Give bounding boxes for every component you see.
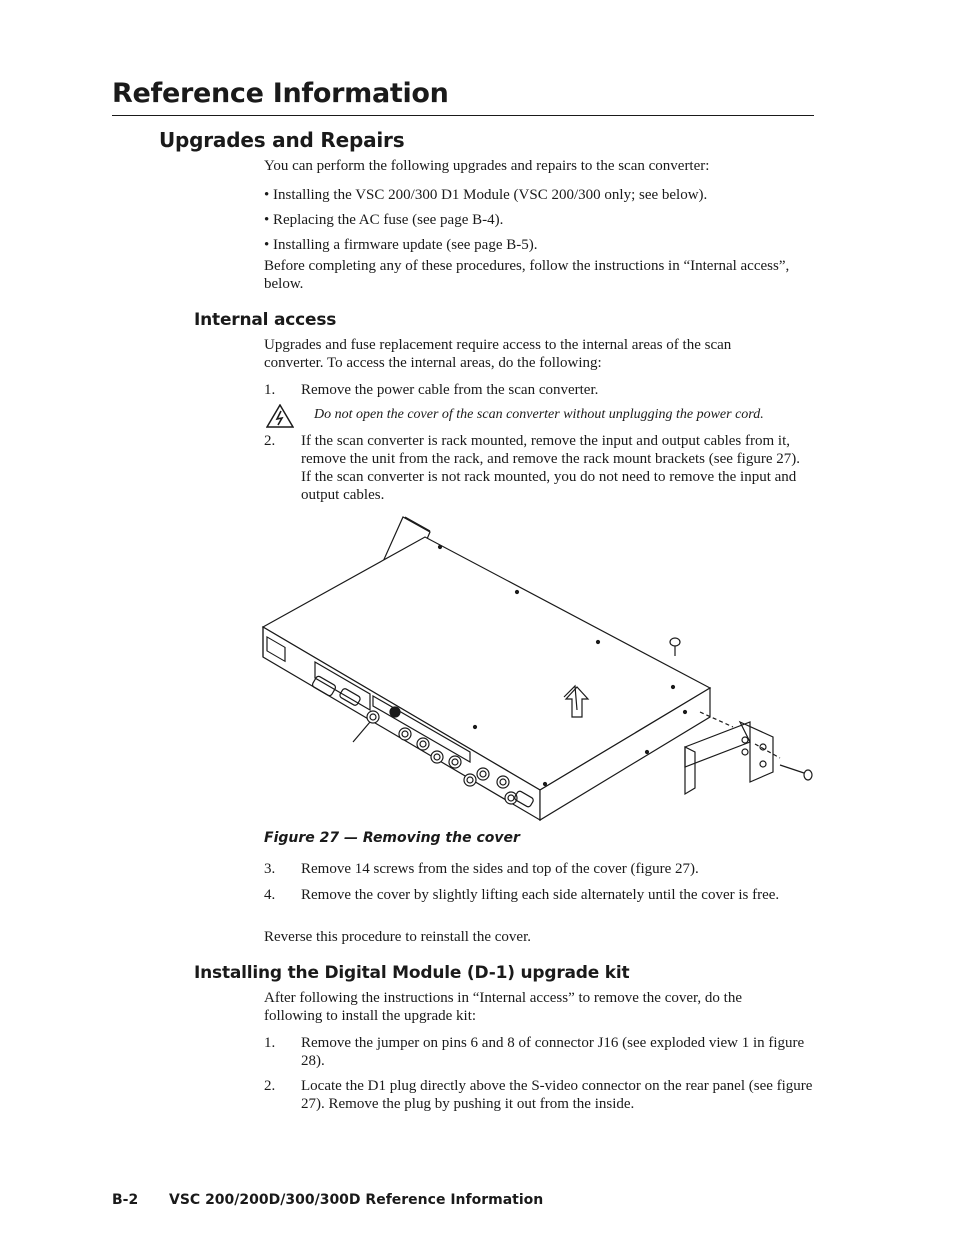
- footer-title: VSC 200/200D/300/300D Reference Information: [169, 1192, 544, 1208]
- step-number: 4.: [264, 887, 276, 903]
- step-text: If the scan converter is rack mounted, remove the input and output cables from it, remove the unit from the rack, and remove the rack mount brackets (see figure 27). If the scan converter is not rack mounted, you do not need to remove the input and output cables.: [301, 433, 800, 503]
- digital-module-intro: After following the instructions in “Internal access” to remove the cover, do the following to install the upgrade kit:: [264, 990, 742, 1024]
- step-text: Locate the D1 plug directly above the S-video connector on the rear panel (see figure 27). Remove the plug by pushing it out from the inside.: [301, 1078, 813, 1112]
- step-number: 3.: [264, 861, 276, 877]
- subheading-digital-module: Installing the Digital Module (D-1) upgrade kit: [194, 963, 630, 983]
- title-divider: [112, 115, 814, 116]
- footer-page-number: B-2: [112, 1192, 139, 1208]
- section-heading-upgrades: Upgrades and Repairs: [159, 128, 405, 152]
- figure-caption: Figure 27 — Removing the cover: [264, 830, 520, 846]
- page-title: Reference Information: [112, 78, 449, 109]
- step-text: Remove the jumper on pins 6 and 8 of connector J16 (see exploded view 1 in figure 28).: [301, 1035, 805, 1069]
- electrical-warning-icon: [266, 404, 294, 428]
- step-text: Remove the power cable from the scan converter.: [301, 382, 599, 398]
- step-number: 2.: [264, 433, 276, 449]
- internal-access-intro: Upgrades and fuse replacement require access to the internal areas of the scan converter. To access the internal areas, do the following:: [264, 337, 732, 371]
- bullet-item: • Installing a firmware update (see page B-5).: [264, 237, 538, 253]
- before-note: Before completing any of these procedures, follow the instructions in “Internal access”, below.: [264, 258, 790, 292]
- upgrades-intro: You can perform the following upgrades and repairs to the scan converter:: [264, 158, 710, 174]
- figure-27-illustration: [255, 512, 820, 827]
- step-number: 1.: [264, 382, 276, 398]
- subheading-internal-access: Internal access: [194, 310, 337, 330]
- warning-text: Do not open the cover of the scan converter without unplugging the power cord.: [314, 407, 764, 422]
- bullet-item: • Installing the VSC 200/300 D1 Module (VSC 200/300 only; see below).: [264, 187, 708, 203]
- step-number: 1.: [264, 1035, 276, 1051]
- step-number: 2.: [264, 1078, 276, 1094]
- reverse-note: Reverse this procedure to reinstall the cover.: [264, 929, 531, 945]
- step-text: Remove the cover by slightly lifting each side alternately until the cover is free.: [301, 887, 780, 903]
- bullet-item: • Replacing the AC fuse (see page B-4).: [264, 212, 504, 228]
- step-text: Remove 14 screws from the sides and top of the cover (figure 27).: [301, 861, 699, 877]
